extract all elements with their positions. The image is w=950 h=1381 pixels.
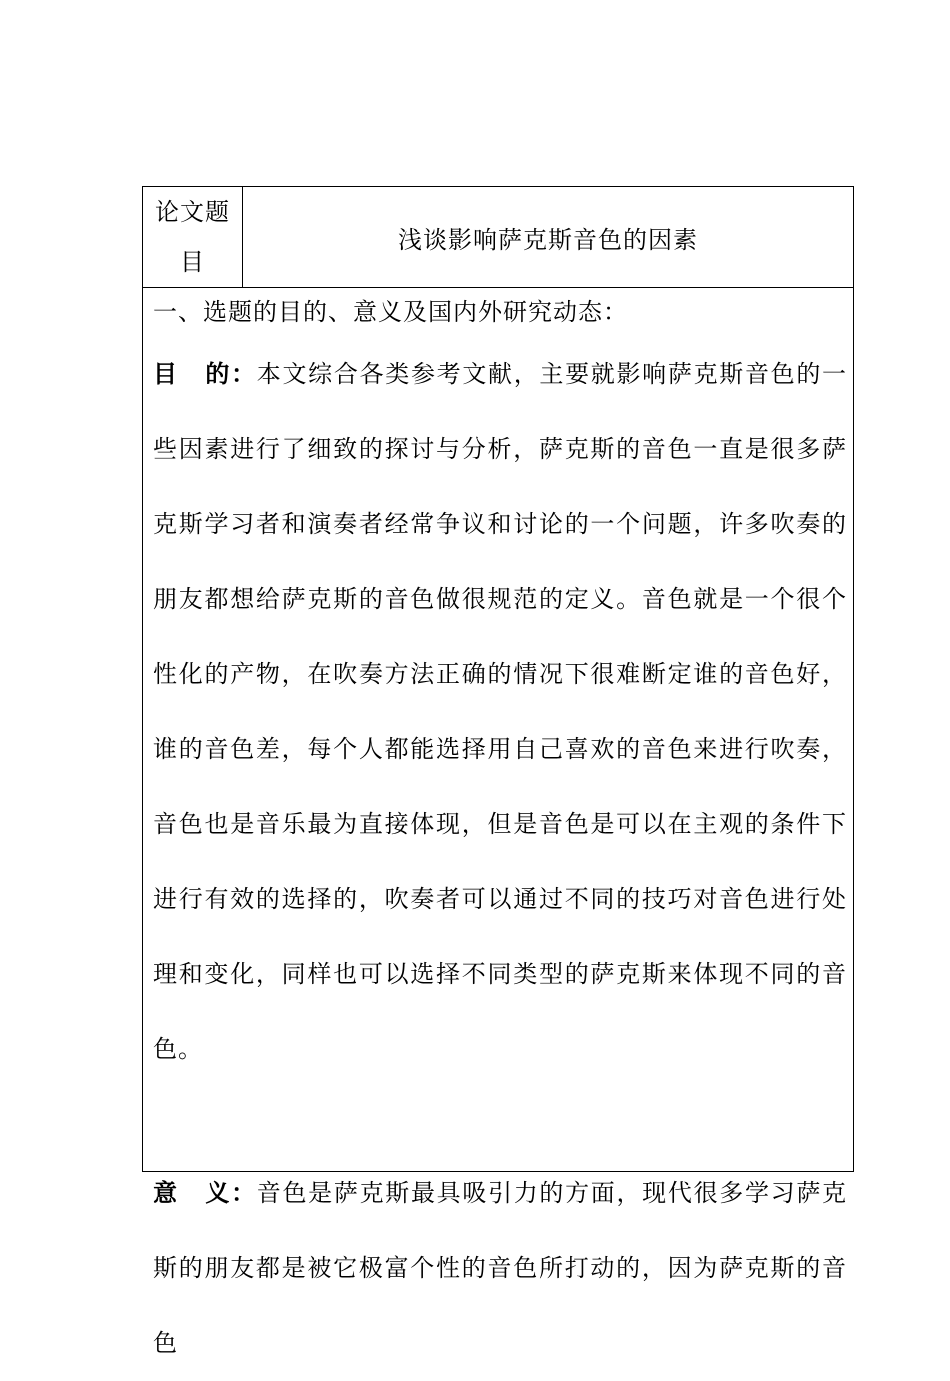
significance-paragraph — [153, 1155, 847, 1381]
purpose-label-char-2: 的 — [204, 359, 232, 388]
title-row — [143, 187, 853, 288]
paragraph-spacer — [153, 1087, 847, 1155]
title-label-cell: 论文题目 — [143, 187, 243, 287]
significance-label — [153, 1178, 257, 1207]
purpose-label-colon: ： — [231, 359, 257, 388]
proposal-table — [142, 186, 854, 1357]
purpose-paragraph — [153, 336, 847, 1087]
thesis-title: 浅谈影响萨克斯音色的因素 — [398, 225, 698, 254]
purpose-label-char-1: 目 — [153, 359, 179, 388]
significance-text: 音色是萨克斯最具吸引力的方面，现代很多学习萨克斯的朋友都是被它极富个性的音色所打动的，因为萨克斯的音色 — [153, 1179, 848, 1357]
purpose-text: 本文综合各类参考文献，主要就影响萨克斯音色的一些因素进行了细致的探讨与分析，萨克斯的音色一直是很多萨克斯学习者和演奏者经常争议和讨论的一个问题，许多吹奏的朋友都想给萨克斯的音色做很规范的定义。音色就是一个很个性化的产物，在吹奏方法正确的情况下很难断定谁的音色好，谁的音色差，每个人都能选择用自己喜欢的音色来进行吹奏，音色也是音乐最为直接体现，但是音色是可以在主观的条件下进行有效的选择的，吹奏者可以通过不同的技巧对音色进行处理和变化，同样也可以选择不同类型的萨克斯来体现不同的音色。 — [153, 360, 848, 1063]
significance-label-char-1: 意 — [153, 1178, 179, 1207]
section-heading: 一、选题的目的、意义及国内外研究动态： — [153, 298, 628, 326]
purpose-label — [153, 359, 257, 388]
significance-label-colon: ： — [231, 1178, 257, 1207]
content-cell — [153, 288, 848, 1357]
significance-label-char-2: 义 — [204, 1178, 232, 1207]
